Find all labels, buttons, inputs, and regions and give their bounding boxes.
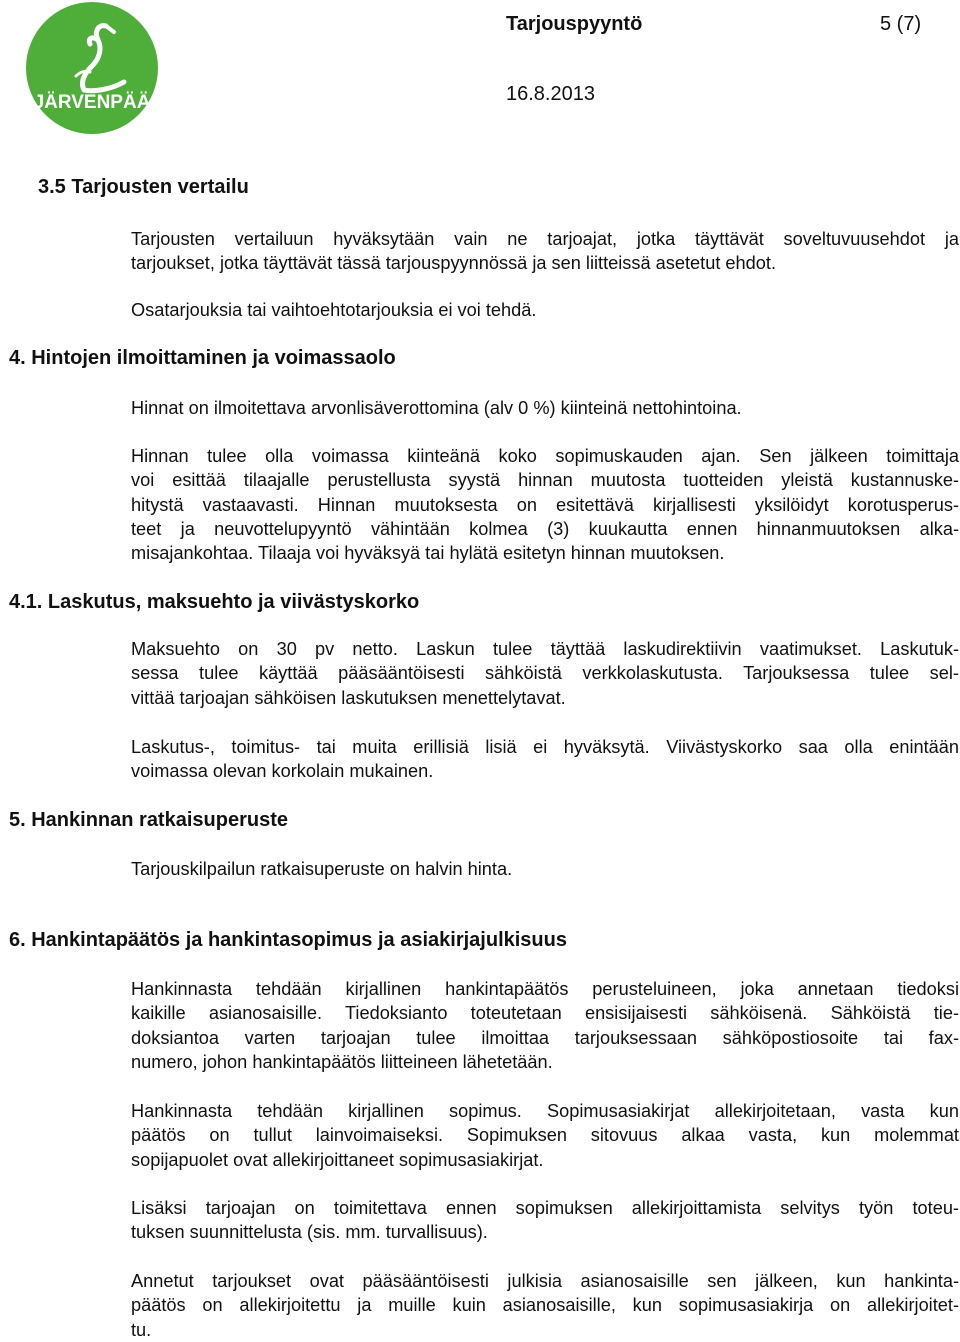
text-line: tarjoukset, jotka täyttävät tässä tarjouspyynnössä ja sen liitteissä asetetut ehdot. [131,253,776,274]
paragraph-6-2 [131,1099,959,1172]
text-line: Hankinnasta tehdään kirjallinen sopimus. Sopimusasiakirjat allekirjoitetaan, vasta kun [131,1101,959,1121]
paragraph-6-1 [131,977,959,1074]
text-line: tuksen suunnittelusta (sis. mm. turvallisuus). [131,1222,488,1243]
heading-6: 6. Hankintapäätös ja hankintasopimus ja asiakirjajulkisuus [9,929,567,951]
text-line: tu. [131,1319,152,1340]
text-line: Lisäksi tarjoajan on toimitettava ennen sopimuksen allekirjoittamista selvitys työn toteu- [131,1198,959,1218]
text-line: teet ja neuvottelupyyntö vähintään kolmea (3) kuukautta ennen hinnanmuutoksen alka- [131,518,959,539]
jarvenpaa-logo [14,2,170,138]
text-line: Tarjousten vertailuun hyväksytään vain ne tarjoajat, jotka täyttävät soveltuvuusehdot ja [131,229,959,249]
text-line: voi esittää tilaajalle perustellusta syystä hinnan muutosta tuotteiden yleistä kustannuske- [131,470,959,491]
text-line: Annetut tarjoukset ovat pääsääntöisesti julkisia asianosaisille sen jälkeen, kun hankinta- [131,1271,959,1291]
text-line: sessa tulee käyttää pääsääntöisesti sähköistä verkkolaskutusta. Tarjouksessa tulee sel- [131,663,959,684]
heading-4-1: 4.1. Laskutus, maksuehto ja viivästyskorko [9,591,420,613]
text-line: päätös on tullut lainvoimaiseksi. Sopimuksen sitovuus alkaa vasta, kun molemmat [131,1125,959,1146]
paragraph-4-1-1 [131,637,959,710]
text-line: Hankinnasta tehdään kirjallinen hankintapäätös perusteluineen, joka annetaan tiedoksi [131,979,959,999]
text-line: doksiantoa varten tarjoajan tulee ilmoittaa tarjouksessaan sähköpostiosoite tai fax- [131,1027,959,1048]
text-line: Maksuehto on 30 pv netto. Laskun tulee täyttää laskudirektiivin vaatimukset. Laskutuk- [131,639,959,659]
paragraph-5-1: Tarjouskilpailun ratkaisuperuste on halvin hinta. [131,859,513,879]
text-line: numero, johon hankintapäätös liitteineen lähetetään. [131,1051,553,1072]
text-line: sopijapuolet ovat allekirjoittaneet sopimusasiakirjat. [131,1149,544,1170]
text-line: Hinnan tulee olla voimassa kiinteänä koko sopimuskauden ajan. Sen jälkeen toimittaja [131,446,959,466]
document-title: Tarjouspyyntö [506,13,643,35]
text-line: Laskutus-, toimitus- tai muita erillisiä lisiä ei hyväksytä. Viivästyskorko saa olla enintään [131,737,959,757]
page-number: 5 (7) [880,13,922,35]
paragraph-4-1-2 [131,735,959,784]
text-line: vittää tarjoajan sähköisen laskutuksen menettelytavat. [131,687,566,708]
heading-4: 4. Hintojen ilmoittaminen ja voimassaolo [9,347,396,369]
text-line: misajankohtaa. Tilaaja voi hyväksyä tai hylätä esitetyn hinnan muutoksen. [131,543,725,564]
text-line: hitystä vastaavasti. Hinnan muutoksesta on esitettävä kirjallisesti yksilöidyt korotusperus- [131,494,959,515]
text-line: päätös on allekirjoitettu ja muille kuin asianosaisille, kun sopimusasiakirja on allekirjoitet- [131,1295,959,1316]
paragraph-3-5-2: Osatarjouksia tai vaihtoehtotarjouksia ei voi tehdä. [131,300,537,320]
heading-3-5: 3.5 Tarjousten vertailu [38,176,249,198]
heading-5: 5. Hankinnan ratkaisuperuste [9,809,288,831]
paragraph-4-2 [131,444,959,565]
paragraph-4-1: Hinnat on ilmoitettava arvonlisäverottomina (alv 0 %) kiinteinä nettohintoina. [131,398,742,418]
paragraph-6-3 [131,1196,959,1245]
document-date: 16.8.2013 [506,83,595,105]
logo-text: JÄRVENPÄÄ [33,92,151,113]
paragraph-3-5-1 [131,227,959,276]
paragraph-6-4 [131,1269,959,1342]
text-line: kaikille asianosaisille. Tiedoksianto toteutetaan ensisijaisesti sähköisenä. Sähköistä tie- [131,1003,959,1024]
text-line: voimassa olevan korkolain mukainen. [131,761,434,782]
